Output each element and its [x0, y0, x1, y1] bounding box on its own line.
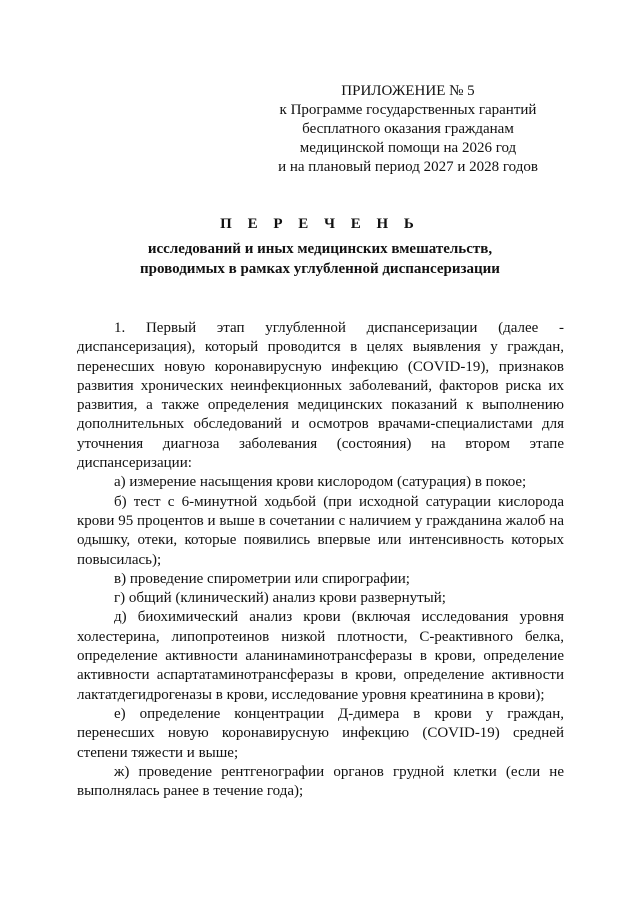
list-item-e: е) определение концентрации Д-димера в крови у граждан, перенесших новую коронавирусную инфекцию (COVID-19) средней степени тяжести и выше;: [77, 705, 564, 761]
list-item-zh: ж) проведение рентгенографии органов грудной клетки (если не выполнялась ранее в течение года);: [77, 763, 564, 800]
appendix-header: [258, 82, 558, 177]
appendix-number: ПРИЛОЖЕНИЕ № 5: [341, 83, 475, 99]
document-title: П Е Р Е Ч Е Н Ь: [220, 216, 420, 232]
document-subtitle: [0, 239, 640, 279]
list-item-g: г) общий (клинический) анализ крови развернутый;: [114, 590, 446, 607]
list-item-a: а) измерение насыщения крови кислородом (сатурация) в покое;: [114, 474, 527, 491]
appendix-line: и на плановый период 2027 и 2028 годов: [278, 159, 538, 175]
list-item-b: б) тест с 6-минутной ходьбой (при исходной сатурации кислорода крови 95 процентов и выше в сочетании с наличием у гражданина жалоб на одышку, отеки, которые появились впервые или интенсивность которых повысилась);: [77, 493, 564, 568]
paragraph-first-stage: 1. Первый этап углубленной диспансеризации (далее - диспансеризация), который проводится в целях выявления у граждан, перенесших новую коронавирусную инфекцию (COVID-19), признаков развития хронических неинфекционных заболеваний, факторов риска их развития, а также определения медицинских показаний к выполнению дополнительных обследований и осмотров врачами-специалистами для уточнения диагноза заболевания (состояния) на втором этапе диспансеризации:: [77, 320, 564, 472]
appendix-line: медицинской помощи на 2026 год: [299, 140, 517, 156]
appendix-line: бесплатного оказания гражданам: [302, 121, 514, 137]
subtitle-line: исследований и иных медицинских вмешательств,: [147, 241, 493, 257]
subtitle-line: проводимых в рамках углубленной диспансеризации: [140, 261, 500, 277]
appendix-line: к Программе государственных гарантий: [279, 102, 537, 118]
list-item-d: д) биохимический анализ крови (включая исследования уровня холестерина, липопротеинов низкой плотности, С-реактивного белка, определение активности аланинаминотрансферазы в крови, определение активности аспартатаминотрансферазы в крови, определение активности лактатдегидрогеназы в крови, исследование уровня креатинина в крови);: [77, 609, 564, 703]
document-body: [77, 319, 564, 801]
list-item-v: в) проведение спирометрии или спирографии;: [114, 570, 410, 587]
